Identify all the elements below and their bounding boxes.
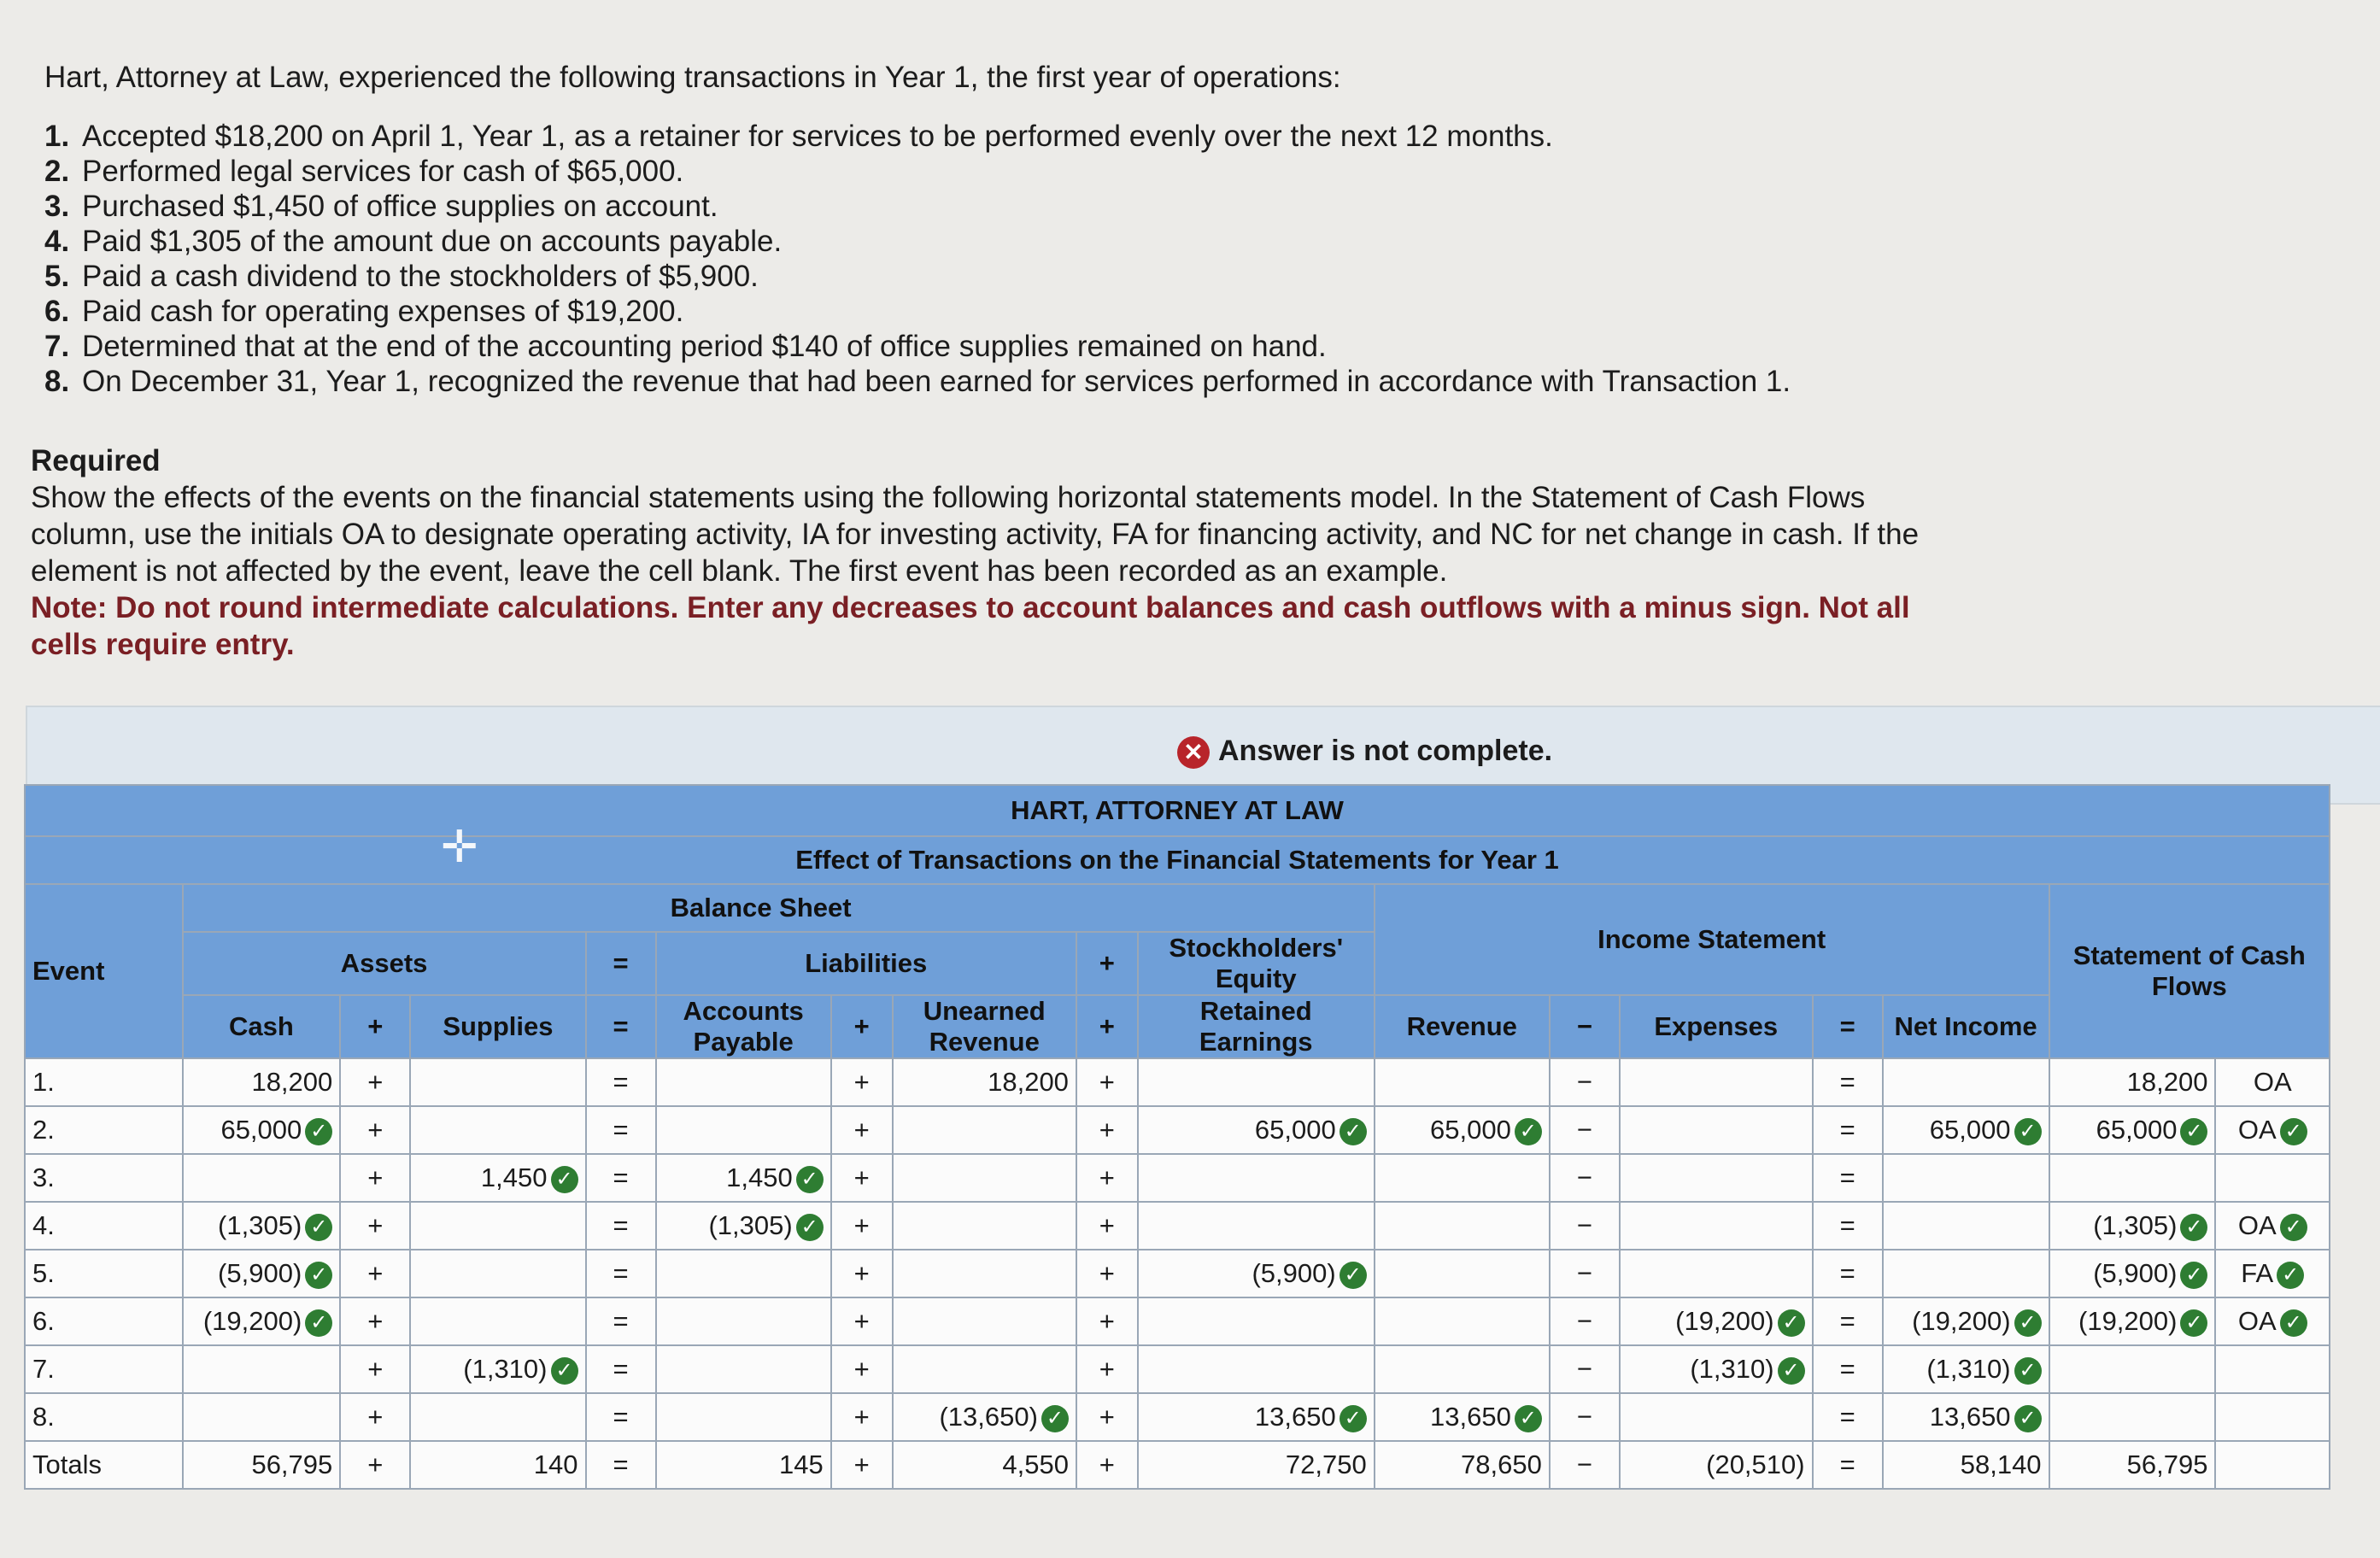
event-label: 5.: [25, 1250, 183, 1297]
plus-sign: +: [1076, 1202, 1138, 1250]
plus-sign: +: [831, 1250, 893, 1297]
table-row: [25, 1297, 2330, 1345]
cash-value: (5,900): [218, 1258, 302, 1288]
cash-cell[interactable]: [183, 1106, 341, 1154]
rev-cell[interactable]: [1375, 1250, 1550, 1297]
cash-cell: [183, 1441, 341, 1489]
plus-sign: +: [1076, 1058, 1138, 1106]
ni-cell[interactable]: [1883, 1297, 2049, 1345]
eq-sign: =: [1813, 1106, 1883, 1154]
plus-sign: +: [1076, 1441, 1138, 1489]
scf-type-cell[interactable]: [2215, 1106, 2330, 1154]
supplies-cell[interactable]: [410, 1106, 585, 1154]
cash-value: 65,000: [220, 1115, 302, 1145]
horizontal-statements-model: [24, 784, 2330, 1490]
liabilities-header: Liabilities: [656, 932, 1076, 995]
required-body: Show the effects of the events on the financial statements using the following horizontal statements model. In the Statement of Cash Flows column, use the initials OA to designate operating activity, IA for investing activity, FA for financing activity, and NC for net change in cash. If the element is not affected by the event, leave the cell blank. The first event has been recorded as an example.: [31, 481, 1920, 588]
net-income-column-header: Net Income: [1883, 995, 2049, 1058]
supplies-value: 140: [533, 1450, 578, 1479]
minus-sign: −: [1550, 1393, 1620, 1441]
cash-column-header: Cash: [183, 995, 341, 1058]
required-heading: Required: [31, 444, 161, 477]
ni-value: (1,310): [1926, 1354, 2011, 1384]
list-item: 7. Determined that at the end of the accounting period $140 of office supplies remained on hand.: [44, 330, 1327, 363]
re-value: 13,650: [1254, 1402, 1336, 1432]
correct-check-icon: ✓: [1515, 1118, 1542, 1145]
plus-sign: +: [340, 1345, 410, 1393]
ni-value: 13,650: [1929, 1402, 2011, 1432]
scf-cell[interactable]: [2049, 1106, 2216, 1154]
correct-check-icon: ✓: [1339, 1118, 1367, 1145]
ur-cell: [893, 1441, 1076, 1489]
scf-type-cell[interactable]: [2215, 1297, 2330, 1345]
minus-sign: −: [1550, 1106, 1620, 1154]
scf-cell: [2049, 1441, 2216, 1489]
supplies-cell[interactable]: [410, 1250, 585, 1297]
scf-type-cell[interactable]: [2215, 1154, 2330, 1202]
minus-sign: −: [1550, 1202, 1620, 1250]
list-item: 8. On December 31, Year 1, recognized the revenue that had been earned for services performed in accordance with Transaction 1.: [44, 365, 1791, 398]
scf-cell[interactable]: [2049, 1154, 2216, 1202]
cash-cell[interactable]: [183, 1202, 341, 1250]
exp-value: (19,200): [1675, 1306, 1774, 1336]
plus-sign: +: [340, 1106, 410, 1154]
balance-sheet-header: Balance Sheet: [183, 884, 1375, 932]
accounts-payable-column-header: Accounts Payable: [656, 995, 831, 1058]
ap-value: 145: [778, 1450, 824, 1479]
equals-sign: =: [586, 932, 656, 995]
event-label: 2.: [25, 1106, 183, 1154]
scf-type-cell[interactable]: [2215, 1250, 2330, 1297]
re-cell[interactable]: [1138, 1297, 1375, 1345]
plus-sign: +: [1076, 1250, 1138, 1297]
table-row: [25, 1345, 2330, 1393]
event-label: 1.: [25, 1058, 183, 1106]
eq-sign: =: [586, 1441, 656, 1489]
re-value: 65,000: [1254, 1115, 1336, 1145]
cash-cell[interactable]: [183, 1250, 341, 1297]
scf-cell[interactable]: [2049, 1393, 2216, 1441]
exp-cell[interactable]: [1620, 1250, 1813, 1297]
event-header: Event: [25, 884, 183, 1058]
plus-sign: +: [340, 1154, 410, 1202]
correct-check-icon: ✓: [2014, 1405, 2042, 1432]
plus-sign: +: [1076, 1297, 1138, 1345]
eq-sign: =: [1813, 1202, 1883, 1250]
list-item: 5. Paid a cash dividend to the stockholders of $5,900.: [44, 260, 759, 293]
cash-value: (19,200): [202, 1306, 302, 1336]
list-item: 2. Performed legal services for cash of $65,000.: [44, 155, 684, 188]
eq-sign: =: [1813, 1393, 1883, 1441]
ur-cell[interactable]: [893, 1345, 1076, 1393]
scf-cell[interactable]: [2049, 1058, 2216, 1106]
event-label: 6.: [25, 1297, 183, 1345]
exp-cell[interactable]: [1620, 1154, 1813, 1202]
supplies-value: 1,450: [480, 1163, 548, 1192]
cash-value: 18,200: [251, 1067, 333, 1097]
supplies-cell: [410, 1441, 585, 1489]
plus-sign: +: [1076, 1393, 1138, 1441]
plus-sign: +: [1076, 1345, 1138, 1393]
exp-cell: [1620, 1441, 1813, 1489]
required-note: Note: Do not round intermediate calculations. Enter any decreases to account balances and cash outflows with a minus sign. Not all cells require entry.: [31, 591, 1910, 661]
re-value: 72,750: [1285, 1450, 1367, 1479]
rev-value: 78,650: [1461, 1450, 1542, 1479]
ap-cell[interactable]: [656, 1202, 831, 1250]
assets-header: Assets: [183, 932, 586, 995]
scf-type-value: OA: [2237, 1115, 2277, 1145]
rev-cell: [1375, 1441, 1550, 1489]
rev-value: 65,000: [1430, 1115, 1511, 1145]
ur-cell[interactable]: [893, 1297, 1076, 1345]
ap-cell[interactable]: [656, 1058, 831, 1106]
supplies-cell[interactable]: [410, 1154, 585, 1202]
correct-check-icon: ✓: [1515, 1405, 1542, 1432]
eq-sign: =: [1813, 1297, 1883, 1345]
eq-sign: =: [586, 1154, 656, 1202]
ur-value: (13,650): [939, 1402, 1038, 1432]
cash-cell[interactable]: [183, 1058, 341, 1106]
table-row: [25, 1202, 2330, 1250]
minus-sign: −: [1550, 1154, 1620, 1202]
scf-cell[interactable]: [2049, 1250, 2216, 1297]
plus-sign: +: [831, 1058, 893, 1106]
correct-check-icon: ✓: [796, 1214, 824, 1241]
correct-check-icon: ✓: [1339, 1405, 1367, 1432]
scf-type-value: FA: [2241, 1258, 2274, 1288]
rev-cell[interactable]: [1375, 1297, 1550, 1345]
scf-type-cell[interactable]: [2215, 1058, 2330, 1106]
ni-value: (19,200): [1912, 1306, 2011, 1336]
correct-check-icon: ✓: [305, 1262, 332, 1289]
exp-value: (1,310): [1690, 1354, 1774, 1384]
scf-value: 18,200: [2126, 1067, 2208, 1097]
scf-type-cell[interactable]: [2215, 1345, 2330, 1393]
revenue-column-header: Revenue: [1375, 995, 1550, 1058]
event-label: 7.: [25, 1345, 183, 1393]
event-label: Totals: [25, 1441, 183, 1489]
correct-check-icon: ✓: [2180, 1118, 2207, 1145]
cash-cell[interactable]: [183, 1297, 341, 1345]
correct-check-icon: ✓: [551, 1357, 578, 1385]
rev-value: 13,650: [1430, 1402, 1511, 1432]
eq-sign: =: [586, 1106, 656, 1154]
ap-cell[interactable]: [656, 1345, 831, 1393]
plus-sign: +: [1076, 1106, 1138, 1154]
exp-cell[interactable]: [1620, 1297, 1813, 1345]
supplies-cell[interactable]: [410, 1202, 585, 1250]
correct-check-icon: ✓: [2280, 1214, 2307, 1241]
correct-check-icon: ✓: [2280, 1118, 2307, 1145]
correct-check-icon: ✓: [2180, 1262, 2207, 1289]
ni-cell: [1883, 1441, 2049, 1489]
correct-check-icon: ✓: [796, 1166, 824, 1193]
eq-sign: =: [1813, 1345, 1883, 1393]
rev-cell[interactable]: [1375, 1058, 1550, 1106]
list-item: 4. Paid $1,305 of the amount due on accounts payable.: [44, 225, 783, 258]
ap-cell[interactable]: [656, 1106, 831, 1154]
ur-cell[interactable]: [893, 1202, 1076, 1250]
plus-sign: +: [831, 1106, 893, 1154]
re-cell[interactable]: [1138, 1154, 1375, 1202]
ni-cell[interactable]: [1883, 1202, 2049, 1250]
scf-value: 65,000: [2096, 1115, 2178, 1145]
event-label: 3.: [25, 1154, 183, 1202]
unearned-revenue-column-header: Unearned Revenue: [893, 995, 1076, 1058]
correct-check-icon: ✓: [2014, 1357, 2042, 1385]
re-cell[interactable]: [1138, 1345, 1375, 1393]
transaction-list: [44, 119, 2266, 399]
re-cell[interactable]: [1138, 1058, 1375, 1106]
table-row: [25, 1250, 2330, 1297]
intro-text: Hart, Attorney at Law, experienced the following transactions in Year 1, the first year of operations:: [44, 61, 1341, 94]
cash-value: 56,795: [251, 1450, 333, 1479]
list-item: 1. Accepted $18,200 on April 1, Year 1, as a retainer for services to be performed evenly over the next 12 months.: [44, 120, 1553, 153]
exp-cell[interactable]: [1620, 1106, 1813, 1154]
expenses-column-header: Expenses: [1620, 995, 1813, 1058]
ur-cell[interactable]: [893, 1393, 1076, 1441]
move-cross-icon[interactable]: ✛: [441, 823, 478, 872]
scf-type-value: OA: [2253, 1067, 2292, 1097]
supplies-cell[interactable]: [410, 1297, 585, 1345]
correct-check-icon: ✓: [1041, 1405, 1069, 1432]
rev-cell[interactable]: [1375, 1345, 1550, 1393]
scf-cell[interactable]: [2049, 1202, 2216, 1250]
minus-sign: −: [1550, 1345, 1620, 1393]
plus-sign: +: [831, 1393, 893, 1441]
scf-value: (1,305): [2093, 1210, 2178, 1240]
plus-sign: +: [831, 1202, 893, 1250]
correct-check-icon: ✓: [2014, 1309, 2042, 1337]
ur-value: 4,550: [1002, 1450, 1069, 1479]
scf-value: 56,795: [2126, 1450, 2208, 1479]
list-item: 6. Paid cash for operating expenses of $19,200.: [44, 295, 684, 328]
table-row: [25, 1106, 2330, 1154]
ni-value: 58,140: [1960, 1450, 2042, 1479]
ur-cell[interactable]: [893, 1250, 1076, 1297]
correct-check-icon: ✓: [2277, 1262, 2304, 1289]
table-subtitle: Effect of Transactions on the Financial Statements for Year 1: [25, 836, 2330, 884]
scf-cell[interactable]: [2049, 1297, 2216, 1345]
eq-sign: =: [586, 1393, 656, 1441]
re-cell[interactable]: [1138, 1393, 1375, 1441]
plus-sign: +: [831, 1154, 893, 1202]
eq-sign: =: [1813, 1154, 1883, 1202]
re-cell[interactable]: [1138, 1106, 1375, 1154]
correct-check-icon: ✓: [1778, 1309, 1805, 1337]
scf-type-cell[interactable]: [2215, 1393, 2330, 1441]
re-value: (5,900): [1252, 1258, 1336, 1288]
exp-cell[interactable]: [1620, 1202, 1813, 1250]
eq-sign: =: [586, 1345, 656, 1393]
eq-sign: =: [586, 1250, 656, 1297]
minus-sign: −: [1550, 1250, 1620, 1297]
plus-sign: +: [831, 1441, 893, 1489]
ap-cell[interactable]: [656, 1297, 831, 1345]
eq-sign: =: [586, 1058, 656, 1106]
correct-check-icon: ✓: [1339, 1262, 1367, 1289]
cash-value: (1,305): [218, 1210, 302, 1240]
supplies-column-header: Supplies: [410, 995, 585, 1058]
answer-status-text: Answer is not complete.: [1218, 735, 1553, 767]
ni-cell[interactable]: [1883, 1345, 2049, 1393]
plus-sign: +: [831, 1297, 893, 1345]
ni-cell[interactable]: [1883, 1393, 2049, 1441]
re-cell[interactable]: [1138, 1202, 1375, 1250]
income-statement-header: Income Statement: [1375, 884, 2049, 995]
rev-cell[interactable]: [1375, 1106, 1550, 1154]
correct-check-icon: ✓: [305, 1309, 332, 1337]
scf-type-value: OA: [2237, 1210, 2277, 1240]
correct-check-icon: ✓: [2280, 1309, 2307, 1337]
minus-sign: −: [1550, 1441, 1620, 1489]
plus-sign: +: [340, 1393, 410, 1441]
statements-table: HART, ATTORNEY AT LAW Effect of Transactions on the Financial Statements for Year 1 Event Balance Sheet Income Statement Statement of Cash Flows Assets = Liabilities + Stockholders' Equity Cash + Supplies = Accounts Payable + Unearned Revenue + Retained Earnings Revenue − Expenses = Net Income 1. 18,200 + = + 18,200 + − = 18,200 OA 2. 65,000 ✓ + = + + 65,000 ✓ 65,000 ✓ − = 65,000 ✓ 65,000 ✓ OA ✓ 3. + 1,450 ✓ = 1,450 ✓ + + − = 4. (1,305) ✓ + = (1,305) ✓ + + − = (1,305) ✓ OA ✓ 5. (5,900) ✓ + = + + (5,900) ✓ − = (5,900) ✓ FA ✓ 6. (19,200) ✓ + = + + − (19,200) ✓ = (19,200) ✓ (19,200) ✓ OA ✓ 7. + (1,310) ✓ = + + − (1,310) ✓ = (1,310) ✓ 8. + = + (13,650) ✓ + 13,650 ✓ 13,650 ✓ − = 13,650 ✓ Totals 56,795 + 140 = 145 + 4,550 + 72,750 78,650 − (20,510) = 58,140 56,795: [24, 784, 2330, 1490]
exp-value: (20,510): [1706, 1450, 1805, 1479]
plus-sign: +: [340, 1202, 410, 1250]
table-title: HART, ATTORNEY AT LAW: [25, 785, 2330, 836]
ur-cell[interactable]: [893, 1154, 1076, 1202]
retained-earnings-column-header: Retained Earnings: [1138, 995, 1375, 1058]
supplies-value: (1,310): [463, 1354, 548, 1384]
supplies-cell[interactable]: [410, 1058, 585, 1106]
scf-type-cell[interactable]: [2215, 1202, 2330, 1250]
ap-cell[interactable]: [656, 1393, 831, 1441]
re-cell[interactable]: [1138, 1250, 1375, 1297]
plus-sign: +: [340, 1297, 410, 1345]
re-cell: [1138, 1441, 1375, 1489]
cash-cell[interactable]: [183, 1345, 341, 1393]
correct-check-icon: ✓: [1778, 1357, 1805, 1385]
cash-cell[interactable]: [183, 1393, 341, 1441]
event-label: 8.: [25, 1393, 183, 1441]
list-item: 3. Purchased $1,450 of office supplies on account.: [44, 190, 718, 223]
scf-value: (5,900): [2093, 1258, 2178, 1288]
supplies-cell[interactable]: [410, 1393, 585, 1441]
totals-row: [25, 1441, 2330, 1489]
exp-cell[interactable]: [1620, 1345, 1813, 1393]
required-section: [31, 442, 1944, 663]
error-x-icon: ✕: [1177, 736, 1210, 769]
event-label: 4.: [25, 1202, 183, 1250]
ni-value: 65,000: [1929, 1115, 2011, 1145]
ur-cell[interactable]: [893, 1058, 1076, 1106]
ap-cell[interactable]: [656, 1250, 831, 1297]
eq-sign: =: [586, 1202, 656, 1250]
minus-sign: −: [1550, 1058, 1620, 1106]
ap-cell[interactable]: [656, 1154, 831, 1202]
correct-check-icon: ✓: [305, 1214, 332, 1241]
plus-sign: +: [340, 1058, 410, 1106]
plus-sign: +: [1076, 932, 1138, 995]
table-row: [25, 1393, 2330, 1441]
ni-cell[interactable]: [1883, 1154, 2049, 1202]
plus-sign: +: [831, 1345, 893, 1393]
exp-cell[interactable]: [1620, 1058, 1813, 1106]
correct-check-icon: ✓: [2180, 1214, 2207, 1241]
cash-cell[interactable]: [183, 1154, 341, 1202]
plus-sign: +: [340, 1250, 410, 1297]
supplies-cell[interactable]: [410, 1345, 585, 1393]
plus-sign: +: [340, 1441, 410, 1489]
correct-check-icon: ✓: [2014, 1118, 2042, 1145]
rev-cell[interactable]: [1375, 1393, 1550, 1441]
eq-sign: =: [1813, 1250, 1883, 1297]
eq-sign: =: [1813, 1058, 1883, 1106]
ur-cell[interactable]: [893, 1106, 1076, 1154]
plus-sign: +: [1076, 1154, 1138, 1202]
scf-type-cell: [2215, 1441, 2330, 1489]
ni-cell[interactable]: [1883, 1058, 2049, 1106]
minus-sign: −: [1550, 1297, 1620, 1345]
scf-type-value: OA: [2237, 1306, 2277, 1336]
correct-check-icon: ✓: [551, 1166, 578, 1193]
correct-check-icon: ✓: [2180, 1309, 2207, 1337]
cash-flows-header: Statement of Cash Flows: [2049, 884, 2330, 1058]
ap-value: (1,305): [708, 1210, 793, 1240]
eq-sign: =: [586, 1297, 656, 1345]
table-row: [25, 1154, 2330, 1202]
ur-value: 18,200: [988, 1067, 1069, 1097]
scf-cell[interactable]: [2049, 1345, 2216, 1393]
ni-cell[interactable]: [1883, 1106, 2049, 1154]
ap-value: 1,450: [726, 1163, 793, 1192]
problem-statement: [44, 60, 2266, 399]
ni-cell[interactable]: [1883, 1250, 2049, 1297]
exp-cell[interactable]: [1620, 1393, 1813, 1441]
scf-value: (19,200): [2078, 1306, 2178, 1336]
eq-sign: =: [1813, 1441, 1883, 1489]
stockholders-equity-header: Stockholders' Equity: [1138, 932, 1375, 995]
correct-check-icon: ✓: [305, 1118, 332, 1145]
ap-cell: [656, 1441, 831, 1489]
table-row: [25, 1058, 2330, 1106]
rev-cell[interactable]: [1375, 1154, 1550, 1202]
rev-cell[interactable]: [1375, 1202, 1550, 1250]
